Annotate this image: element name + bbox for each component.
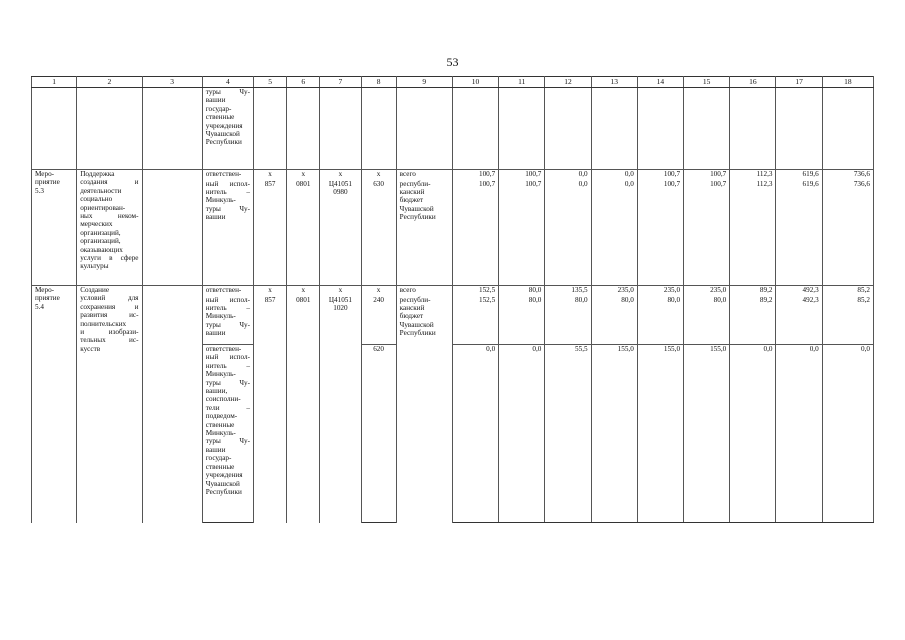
value-cell: 80,0 — [684, 296, 730, 345]
value-cell: 85,2 — [822, 286, 873, 296]
m53-code: Меро- приятие 5.3 — [32, 170, 77, 286]
column-header: 5 — [254, 77, 287, 88]
source-label: республи- канский бюджет Чувашской Республики — [396, 180, 452, 286]
cell: 0801 — [287, 180, 320, 286]
cell: 630 — [361, 180, 396, 286]
column-header: 13 — [591, 77, 637, 88]
column-header: 9 — [396, 77, 452, 88]
value-cell: 492,3 — [776, 296, 822, 345]
value-cell: 80,0 — [591, 296, 637, 345]
m54-total-row — [32, 286, 874, 296]
value-cell: 736,6 — [822, 170, 873, 180]
column-header: 3 — [142, 77, 202, 88]
m54-executor-3: ответствен- ный испол- нитель – Минкуль- туры Чу- вашии, соисполни- тели – подведом- ственные Минкуль- туры Чу- вашии государ- ственные учреждения Чувашской Республики — [202, 345, 253, 523]
cont-executor: туры Чу- вашии государ- ственные учреждения Чувашской Республики — [202, 88, 253, 170]
value-cell: 152,5 — [452, 296, 498, 345]
cell: x — [320, 286, 361, 296]
value-cell: 0,0 — [591, 170, 637, 180]
m54-title: Создание условий для сохранения и развития ис- полнительских и изобрази- тельных ис- кусств — [77, 286, 142, 523]
cell: x — [361, 170, 396, 180]
value-cell: 0,0 — [499, 345, 545, 523]
cell: Ц41051 0980 — [320, 180, 361, 286]
value-cell: 0,0 — [822, 345, 873, 523]
value-cell: 235,0 — [637, 286, 683, 296]
value-cell: 100,7 — [452, 170, 498, 180]
value-cell: 155,0 — [591, 345, 637, 523]
column-header: 18 — [822, 77, 873, 88]
value-cell: 152,5 — [452, 286, 498, 296]
column-header: 12 — [545, 77, 591, 88]
column-header: 17 — [776, 77, 822, 88]
cell: 240 — [361, 296, 396, 345]
value-cell: 80,0 — [499, 296, 545, 345]
value-cell: 736,6 — [822, 180, 873, 286]
value-cell: 0,0 — [452, 345, 498, 523]
value-cell: 80,0 — [545, 296, 591, 345]
value-cell: 0,0 — [591, 180, 637, 286]
value-cell: 89,2 — [730, 296, 776, 345]
value-cell: 100,7 — [637, 180, 683, 286]
column-header: 11 — [499, 77, 545, 88]
value-cell: 100,7 — [499, 170, 545, 180]
column-header: 8 — [361, 77, 396, 88]
source-label: всего — [396, 170, 452, 180]
page-number: 53 — [446, 55, 459, 69]
value-cell: 619,6 — [776, 180, 822, 286]
m53-executor-1: ответствен- — [202, 170, 253, 180]
value-cell: 89,2 — [730, 286, 776, 296]
value-cell: 0,0 — [545, 180, 591, 286]
column-header: 2 — [77, 77, 142, 88]
m53-title: Поддержка создания и деятельности социально ориентирован- ных неком- мерческих организаций, организаций, оказывающих услуги в сфере культуры — [77, 170, 142, 286]
header-row — [32, 77, 874, 88]
column-header: 10 — [452, 77, 498, 88]
value-cell: 100,7 — [452, 180, 498, 286]
cell: x — [254, 286, 287, 296]
column-header: 4 — [202, 77, 253, 88]
value-cell: 100,7 — [684, 180, 730, 286]
program-table — [31, 76, 874, 523]
value-cell: 235,0 — [591, 286, 637, 296]
value-cell: 100,7 — [499, 180, 545, 286]
value-cell: 155,0 — [684, 345, 730, 523]
m53-total-row — [32, 170, 874, 180]
m54-executor-2: ный испол- нитель – Минкуль- туры Чу- вашии — [202, 296, 253, 345]
cell: 857 — [254, 180, 287, 286]
cell: x — [254, 170, 287, 180]
cell: 620 — [361, 345, 396, 523]
cell: Ц41051 1020 — [320, 296, 361, 523]
value-cell: 0,0 — [776, 345, 822, 523]
value-cell: 0,0 — [545, 170, 591, 180]
value-cell: 55,5 — [545, 345, 591, 523]
cell: 857 — [254, 296, 287, 523]
m53-executor-2: ный испол- нитель – Минкуль- туры Чу- вашии — [202, 180, 253, 286]
value-cell: 112,3 — [730, 170, 776, 180]
column-header: 16 — [730, 77, 776, 88]
column-header: 1 — [32, 77, 77, 88]
column-header: 15 — [684, 77, 730, 88]
value-cell: 492,3 — [776, 286, 822, 296]
value-cell: 155,0 — [637, 345, 683, 523]
value-cell: 619,6 — [776, 170, 822, 180]
source-label: республи- канский бюджет Чувашской Республики — [396, 296, 452, 523]
cell: x — [287, 286, 320, 296]
m54-executor-1: ответствен- — [202, 286, 253, 296]
value-cell: 112,3 — [730, 180, 776, 286]
column-header: 6 — [287, 77, 320, 88]
value-cell: 235,0 — [684, 286, 730, 296]
value-cell: 135,5 — [545, 286, 591, 296]
cell: x — [361, 286, 396, 296]
source-label: всего — [396, 286, 452, 296]
column-header: 14 — [637, 77, 683, 88]
value-cell: 85,2 — [822, 296, 873, 345]
cell: 0801 — [287, 296, 320, 523]
continuation-row — [32, 88, 874, 170]
cell: x — [320, 170, 361, 180]
value-cell: 100,7 — [637, 170, 683, 180]
value-cell: 80,0 — [499, 286, 545, 296]
m54-code: Меро- приятие 5.4 — [32, 286, 77, 523]
cell: x — [287, 170, 320, 180]
value-cell: 0,0 — [730, 345, 776, 523]
value-cell: 100,7 — [684, 170, 730, 180]
column-header: 7 — [320, 77, 361, 88]
value-cell: 80,0 — [637, 296, 683, 345]
